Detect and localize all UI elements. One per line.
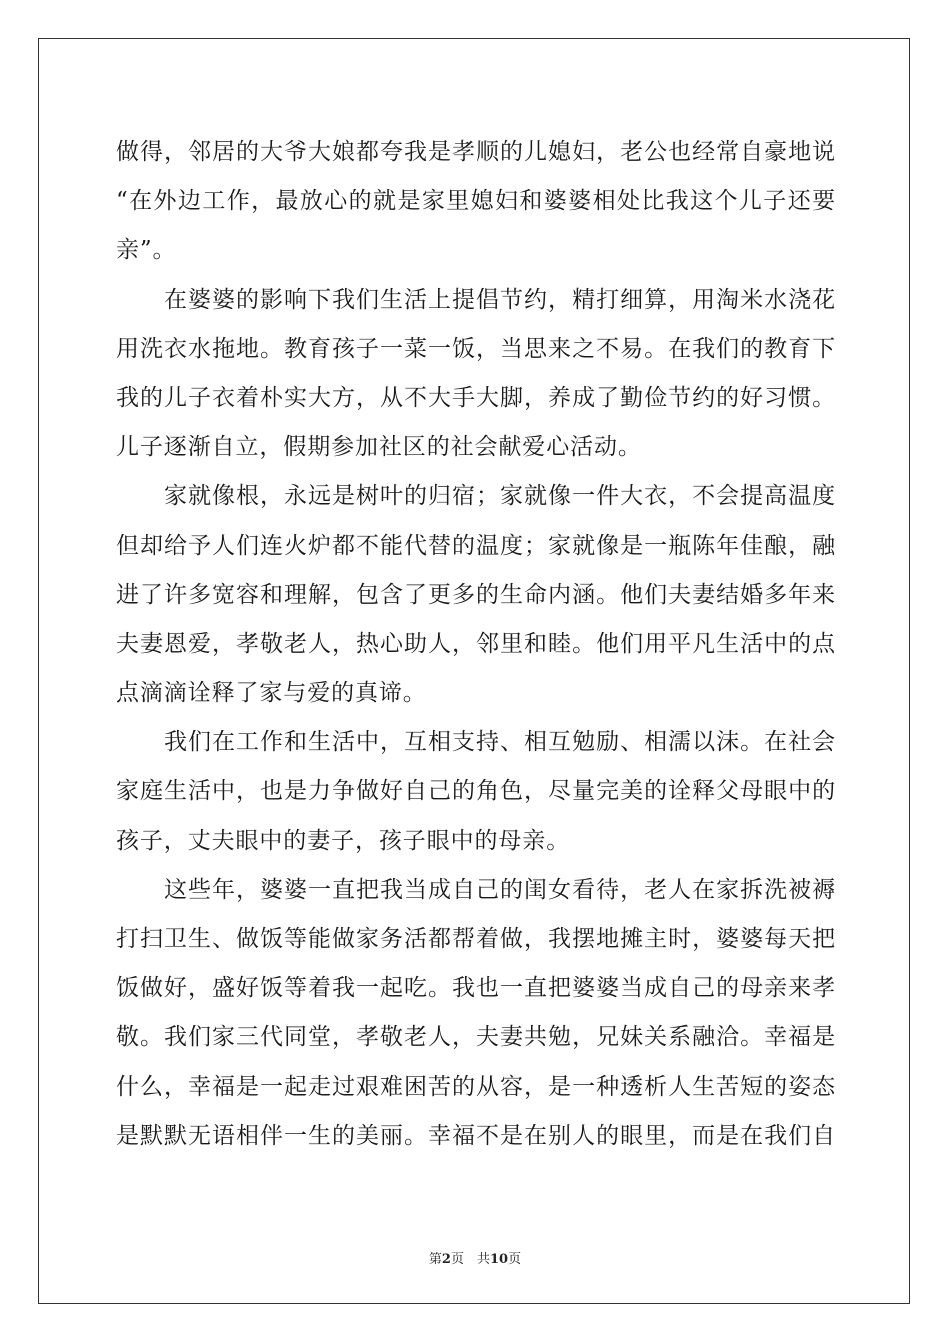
text-line: 这些年，婆婆一直把我当成自己的闺女看待，老人在家拆洗被褥	[116, 876, 836, 903]
footer-suffix: 页	[508, 1252, 522, 1267]
text-line: 儿子逐渐自立，假期参加社区的社会献爱心活动。	[116, 434, 642, 461]
text-line: 家就像根，永远是树叶的归宿；家就像一件大衣，不会提高温度	[116, 483, 836, 510]
text-line: 什么，幸福是一起走过艰难困苦的从容，是一种透析人生苦短的姿态	[116, 1073, 836, 1100]
text-line: 我的儿子衣着朴实大方，从不大手大脚，养成了勤俭节约的好习惯。	[116, 384, 836, 411]
text-line: “在外边工作，最放心的就是家里媳妇和婆婆相处比我这个儿子还要	[116, 188, 836, 215]
text-line: 家庭生活中，也是力争做好自己的角色，尽量完美的诠释父母眼中的	[116, 778, 836, 805]
text-line: 是默默无语相伴一生的美丽。幸福不是在别人的眼里，而是在我们自	[116, 1122, 836, 1149]
document-body	[116, 128, 836, 1161]
footer-total-pages: 10	[489, 1252, 509, 1267]
text-line: 进了许多宽容和理解，包含了更多的生命内涵。他们夫妻结婚多年来	[116, 581, 836, 608]
text-line: 我们在工作和生活中，互相支持、相互勉励、相濡以沫。在社会	[116, 729, 836, 756]
text-line: 在婆婆的影响下我们生活上提倡节约，精打细算，用淘米水浇花	[116, 286, 836, 313]
text-line: 饭做好，盛好饭等着我一起吃。我也一直把婆婆当成自己的母亲来孝	[116, 975, 836, 1002]
text-line: 亲”。	[116, 237, 177, 264]
text-line: 孩子，丈夫眼中的妻子，孩子眼中的母亲。	[116, 827, 571, 854]
footer-mid: 页 共	[450, 1252, 490, 1267]
text-line: 做得，邻居的大爷大娘都夸我是孝顺的儿媳妇，老公也经常自豪地说	[116, 139, 836, 165]
text-line: 用洗衣水拖地。教育孩子一菜一饭，当思来之不易。在我们的教育下	[116, 335, 836, 362]
text-line: 点滴滴诠释了家与爱的真谛。	[116, 680, 427, 707]
text-line: 夫妻恩爱，孝敬老人，热心助人，邻里和睦。他们用平凡生活中的点	[116, 630, 836, 657]
page-footer	[0, 1248, 950, 1267]
text-line: 但却给予人们连火炉都不能代替的温度；家就像是一瓶陈年佳酿，融	[116, 532, 836, 559]
text-line: 打扫卫生、做饭等能做家务活都帮着做，我摆地摊主时，婆婆每天把	[116, 926, 836, 952]
footer-current-page: 2	[441, 1252, 451, 1267]
footer-prefix: 第	[428, 1252, 442, 1267]
text-line: 敬。我们家三代同堂，孝敬老人，夫妻共勉，兄妹关系融洽。幸福是	[116, 1024, 836, 1051]
